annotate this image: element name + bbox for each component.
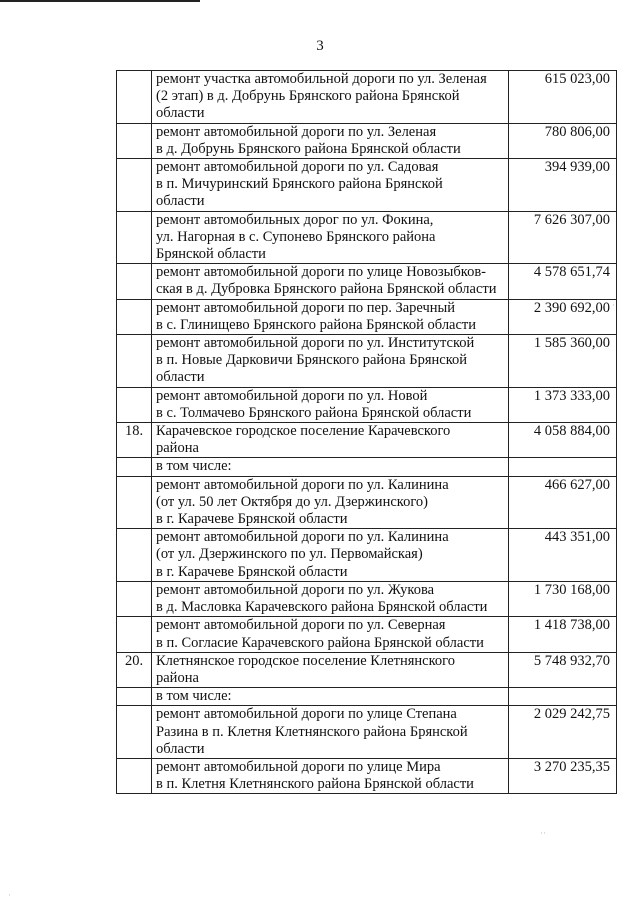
row-amount-cell: 443 351,00	[509, 529, 617, 582]
row-amount-cell: 1 418 738,00	[509, 617, 617, 652]
row-amount-cell: 3 270 235,35	[509, 758, 617, 793]
row-description-cell: ремонт автомобильных дорог по ул. Фокина, ул. Нагорная в с. Супонево Брянского района Брянской области	[152, 211, 509, 264]
row-amount-cell: 1 373 333,00	[509, 387, 617, 422]
row-description-cell: ремонт автомобильной дороги по ул. Садовая в п. Мичуринский Брянского района Брянской области	[152, 159, 509, 212]
row-amount-cell: 5 748 932,70	[509, 652, 617, 687]
scan-speck: ·	[8, 890, 11, 900]
row-description-cell: в том числе:	[152, 688, 509, 706]
funding-table	[116, 70, 617, 794]
table-row	[117, 529, 617, 582]
table-row	[117, 264, 617, 299]
scan-speck: ·	[612, 300, 615, 310]
table-row	[117, 706, 617, 759]
row-number-cell: 20.	[117, 652, 152, 687]
row-number-cell	[117, 299, 152, 334]
table-row	[117, 581, 617, 616]
row-amount-cell	[509, 688, 617, 706]
row-number-cell	[117, 581, 152, 616]
row-number-cell	[117, 387, 152, 422]
row-amount-cell	[509, 458, 617, 476]
table-row	[117, 458, 617, 476]
table-row	[117, 123, 617, 158]
row-amount-cell: 615 023,00	[509, 71, 617, 124]
row-description-cell: ремонт участка автомобильной дороги по ул. Зеленая (2 этап) в д. Добрунь Брянского района Брянской области	[152, 71, 509, 124]
table-row	[117, 299, 617, 334]
row-amount-cell: 2 390 692,00	[509, 299, 617, 334]
row-amount-cell: 466 627,00	[509, 476, 617, 529]
table-row	[117, 476, 617, 529]
top-rule	[0, 0, 200, 2]
row-description-cell: ремонт автомобильной дороги по улице Мира в п. Клетня Клетнянского района Брянской области	[152, 758, 509, 793]
row-description-cell: ремонт автомобильной дороги по ул. Новой в с. Толмачево Брянского района Брянской области	[152, 387, 509, 422]
row-amount-cell: 780 806,00	[509, 123, 617, 158]
row-amount-cell: 4 578 651,74	[509, 264, 617, 299]
row-description-cell: Клетнянское городское поселение Клетнянского района	[152, 652, 509, 687]
row-number-cell	[117, 758, 152, 793]
row-amount-cell: 4 058 884,00	[509, 423, 617, 458]
table-row	[117, 71, 617, 124]
row-amount-cell: 1 730 168,00	[509, 581, 617, 616]
row-number-cell	[117, 211, 152, 264]
row-description-cell: ремонт автомобильной дороги по ул. Жукова в д. Масловка Карачевского района Брянской области	[152, 581, 509, 616]
row-description-cell: ремонт автомобильной дороги по ул. Калинина (от ул. Дзержинского по ул. Первомайская) в г. Карачеве Брянской области	[152, 529, 509, 582]
table-row	[117, 387, 617, 422]
table-row	[117, 159, 617, 212]
row-amount-cell: 1 585 360,00	[509, 335, 617, 388]
row-number-cell	[117, 264, 152, 299]
row-number-cell	[117, 159, 152, 212]
row-description-cell: ремонт автомобильной дороги по пер. Заречный в с. Глинищево Брянского района Брянской области	[152, 299, 509, 334]
row-number-cell	[117, 476, 152, 529]
row-description-cell: Карачевское городское поселение Карачевского района	[152, 423, 509, 458]
row-number-cell	[117, 71, 152, 124]
row-description-cell: ремонт автомобильной дороги по улице Степана Разина в п. Клетня Клетнянского района Брянской области	[152, 706, 509, 759]
row-description-cell: ремонт автомобильной дороги по ул. Зеленая в д. Добрунь Брянского района Брянской области	[152, 123, 509, 158]
table-row	[117, 758, 617, 793]
row-number-cell	[117, 335, 152, 388]
table-row	[117, 211, 617, 264]
row-number-cell	[117, 617, 152, 652]
row-description-cell: в том числе:	[152, 458, 509, 476]
row-number-cell	[117, 123, 152, 158]
page-number: 3	[316, 38, 324, 54]
row-description-cell: ремонт автомобильной дороги по ул. Калинина (от ул. 50 лет Октября до ул. Дзержинского) в г. Карачеве Брянской области	[152, 476, 509, 529]
table-row	[117, 617, 617, 652]
row-number-cell	[117, 706, 152, 759]
row-amount-cell: 394 939,00	[509, 159, 617, 212]
row-description-cell: ремонт автомобильной дороги по улице Новозыбков- ская в д. Дубровка Брянского района Брянской области	[152, 264, 509, 299]
table-row	[117, 652, 617, 687]
table-row	[117, 688, 617, 706]
table-row	[117, 423, 617, 458]
row-amount-cell: 2 029 242,75	[509, 706, 617, 759]
row-amount-cell: 7 626 307,00	[509, 211, 617, 264]
row-number-cell	[117, 529, 152, 582]
row-number-cell	[117, 458, 152, 476]
scan-speck: ··	[540, 828, 546, 838]
row-number-cell: 18.	[117, 423, 152, 458]
row-description-cell: ремонт автомобильной дороги по ул. Северная в п. Согласие Карачевского района Брянской области	[152, 617, 509, 652]
row-description-cell: ремонт автомобильной дороги по ул. Институтской в п. Новые Дарковичи Брянского района Брянской области	[152, 335, 509, 388]
row-number-cell	[117, 688, 152, 706]
table-row	[117, 335, 617, 388]
